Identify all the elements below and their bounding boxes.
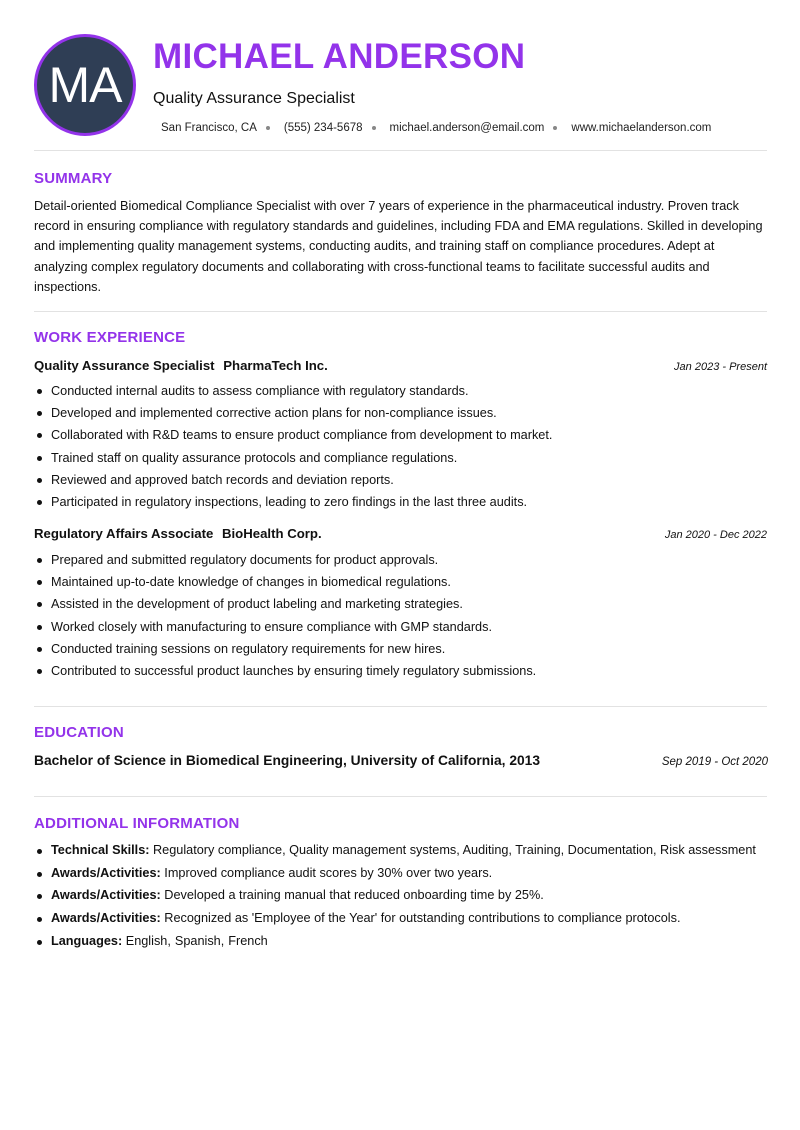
contact-email[interactable]: michael.anderson@email.com xyxy=(389,122,545,134)
contact-bar xyxy=(161,120,711,136)
contact-phone: (555) 234-5678 xyxy=(283,122,363,134)
list-item: Participated in regulatory inspections, leading to zero findings in the last three audits. xyxy=(34,491,767,513)
summary-heading: SUMMARY xyxy=(34,170,113,187)
additional-info-heading: ADDITIONAL INFORMATION xyxy=(34,815,240,832)
work-experience-heading: WORK EXPERIENCE xyxy=(34,329,186,346)
job-header xyxy=(34,526,767,544)
divider xyxy=(34,150,767,151)
language: French xyxy=(228,934,268,948)
summary-text: Detail-oriented Biomedical Compliance Specialist with over 7 years of experience in the pharmaceutical industry. Proven track record in ensuring compliance with regulatory standards and guidelines, including FDA and EMA regulations. Skilled in developing and implementing quality management systems, conducting audits, and training staff on compliance procedures. Adept at analyzing complex regulatory documents and collaborating with cross-functional teams to facilitate successful audits and inspections. xyxy=(34,199,763,294)
item-label: Awards/Activities: xyxy=(51,910,161,925)
list-item: Conducted training sessions on regulatory requirements for new hires. xyxy=(34,638,767,660)
item-label: Languages: xyxy=(51,934,123,948)
contact-website[interactable]: www.michaelanderson.com xyxy=(571,122,712,134)
candidate-name: MICHAEL ANDERSON xyxy=(153,37,526,76)
job-title: Quality Assurance Specialist xyxy=(34,358,215,373)
list-item: Prepared and submitted regulatory documents for product approvals. xyxy=(34,549,767,571)
candidate-role: Quality Assurance Specialist xyxy=(153,90,355,107)
education-degree: Bachelor of Science in Biomedical Engineering, University of California, 2013 xyxy=(34,753,541,768)
job-bullets xyxy=(34,380,767,513)
avatar-initials: MA xyxy=(48,57,122,113)
languages-item xyxy=(34,932,767,952)
job-title-line xyxy=(34,358,328,373)
job-bullets xyxy=(34,549,767,682)
list-item xyxy=(34,841,767,861)
separator-dot xyxy=(266,126,270,130)
item-label: Awards/Activities: xyxy=(51,865,161,880)
list-item: Worked closely with manufacturing to ensure compliance with GMP standards. xyxy=(34,616,767,638)
list-item: Assisted in the development of product labeling and marketing strategies. xyxy=(34,593,767,615)
job-dates: Jan 2020 - Dec 2022 xyxy=(664,529,767,541)
item-text: Improved compliance audit scores by 30% over two years. xyxy=(160,865,493,880)
job-title-line xyxy=(34,526,322,541)
list-item: Conducted internal audits to assess compliance with regulatory standards. xyxy=(34,380,767,402)
list-item: Collaborated with R&D teams to ensure product compliance from development to market. xyxy=(34,424,767,446)
item-text: Recognized as 'Employee of the Year' for outstanding contributions to compliance protocols. xyxy=(160,910,681,925)
item-label: Awards/Activities: xyxy=(51,888,161,902)
item-text: Regulatory compliance, Quality management systems, Auditing, Training, Documentation, Risk assessment xyxy=(149,843,756,857)
education-heading: EDUCATION xyxy=(34,724,124,741)
education-dates: Sep 2019 - Oct 2020 xyxy=(661,756,768,768)
list-item: Maintained up-to-date knowledge of changes in biomedical regulations. xyxy=(34,571,767,593)
contact-location: San Francisco, CA xyxy=(161,122,257,134)
list-item xyxy=(34,909,767,929)
divider xyxy=(34,311,767,312)
list-item: Contributed to successful product launches by ensuring timely regulatory submissions. xyxy=(34,660,767,682)
divider xyxy=(34,796,767,797)
item-text: Developed a training manual that reduced onboarding time by 25%. xyxy=(160,888,544,902)
item-label: Technical Skills: xyxy=(51,843,150,857)
divider xyxy=(34,706,767,707)
additional-info-list xyxy=(34,841,767,955)
list-item: Developed and implemented corrective action plans for non-compliance issues. xyxy=(34,402,767,424)
job-header xyxy=(34,358,767,376)
language: Spanish, xyxy=(174,934,225,948)
list-item: Trained staff on quality assurance protocols and compliance regulations. xyxy=(34,447,767,469)
job-dates: Jan 2023 - Present xyxy=(674,361,767,373)
avatar xyxy=(34,34,136,136)
separator-dot xyxy=(553,126,557,130)
job-company: BioHealth Corp. xyxy=(221,526,322,541)
language: English, xyxy=(125,934,171,948)
job-title: Regulatory Affairs Associate xyxy=(34,526,214,541)
list-item xyxy=(34,886,767,906)
education-entry xyxy=(34,753,768,773)
job-company: PharmaTech Inc. xyxy=(223,358,328,373)
separator-dot xyxy=(372,126,376,130)
list-item xyxy=(34,864,767,884)
list-item: Reviewed and approved batch records and deviation reports. xyxy=(34,469,767,491)
